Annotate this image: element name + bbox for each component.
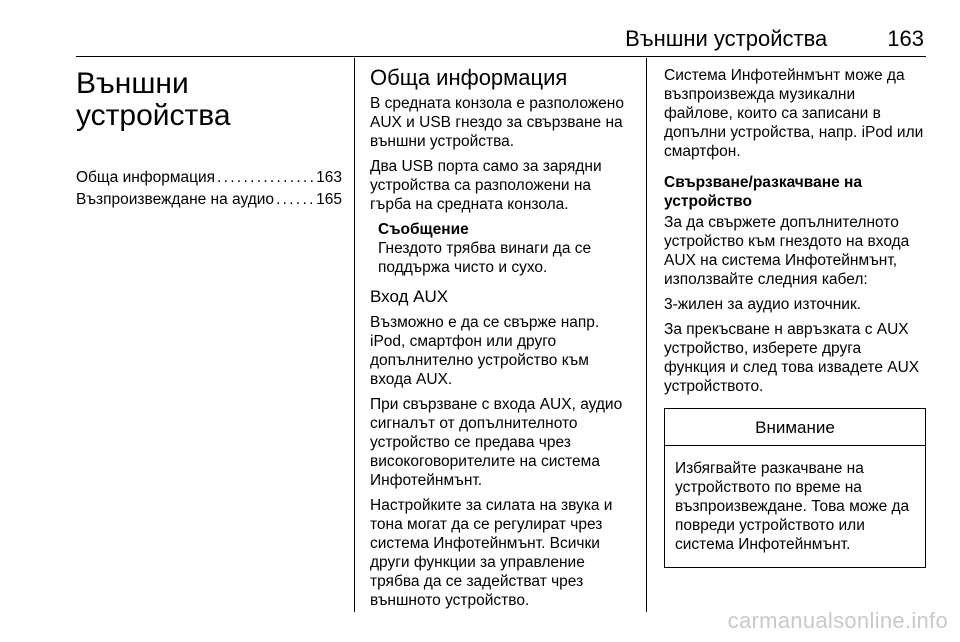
- warning-text: Избягвайте разкачване на устройството по време на възпроизвеждане. Това може да повреди устройството или система Инфотейнмънт.: [675, 460, 910, 553]
- column-1: [76, 58, 342, 211]
- note-text: Гнездото трябва винаги да се поддържа чисто и сухо.: [378, 240, 592, 276]
- column-divider: [646, 58, 647, 612]
- column-2: [370, 58, 632, 616]
- toc-entry[interactable]: [76, 189, 342, 211]
- section-title: Обща информация: [370, 65, 568, 90]
- paragraph: В средната конзола е разположено AUX и USB гнездо за свързване на външни устройства.: [370, 95, 624, 150]
- chapter-title-line2: устройства: [76, 99, 231, 132]
- subsection-title: Вход AUX: [370, 287, 449, 306]
- header-rule: [76, 56, 926, 57]
- toc-entry-page: 163: [316, 169, 342, 186]
- paragraph: При свързване с входа AUX, аудио сигналът от допълнителното устройство се предава чрез високоговорителите на система Инфотейнмънт.: [370, 396, 623, 489]
- toc-leader-dots: [276, 189, 314, 211]
- column-3: [664, 58, 926, 568]
- table-of-contents: [76, 167, 342, 211]
- chapter-title: [76, 68, 342, 132]
- note-block: [378, 220, 632, 277]
- page-header: [0, 26, 924, 52]
- paragraph: Възможно е да се свърже напр. iPod, смартфон или друго допълнително устройство към входа AUX.: [370, 314, 600, 388]
- note-title: Съобщение: [378, 221, 469, 238]
- paragraph: 3-жилен за аудио източник.: [664, 296, 862, 313]
- paragraph: Система Инфотейнмънт може да възпроизвежда музикални файлове, които са записани в допълни устройства, напр. iPod или смартфон.: [664, 67, 924, 160]
- warning-box: [664, 408, 926, 568]
- page-number: 163: [887, 26, 924, 51]
- paragraph: За да свържете допълнителното устройство към гнездото на входа AUX на система Инфотейнмънт, използвайте следния кабел:: [664, 214, 910, 288]
- paragraph: За прекъсване н авръзката с AUX устройство, изберете друга функция и след това извадете AUX устройството.: [664, 321, 920, 395]
- toc-entry-label: Възпроизвеждане на аудио: [76, 191, 275, 208]
- chapter-title-line1: Външни: [76, 67, 189, 100]
- paragraph: Два USB порта само за зарядни устройства са разположени на гърба на средната конзола.: [370, 158, 602, 213]
- toc-entry-label: Обща информация: [76, 169, 216, 186]
- warning-title: Внимание: [665, 409, 925, 446]
- toc-entry[interactable]: [76, 167, 342, 189]
- toc-leader-dots: [217, 167, 314, 189]
- subsection-title: Свързване/разкачване на устройство: [664, 174, 863, 210]
- paragraph: Настройките за силата на звука и тона могат да се регулират чрез система Инфотейнмънт. Всички други функции за управление трябва да се задействат чрез външното устройство.: [370, 497, 613, 609]
- column-divider: [354, 58, 355, 612]
- toc-entry-page: 165: [316, 191, 342, 208]
- watermark: carmanualsonline.info: [727, 608, 948, 633]
- header-title: Външни устройства: [625, 26, 828, 51]
